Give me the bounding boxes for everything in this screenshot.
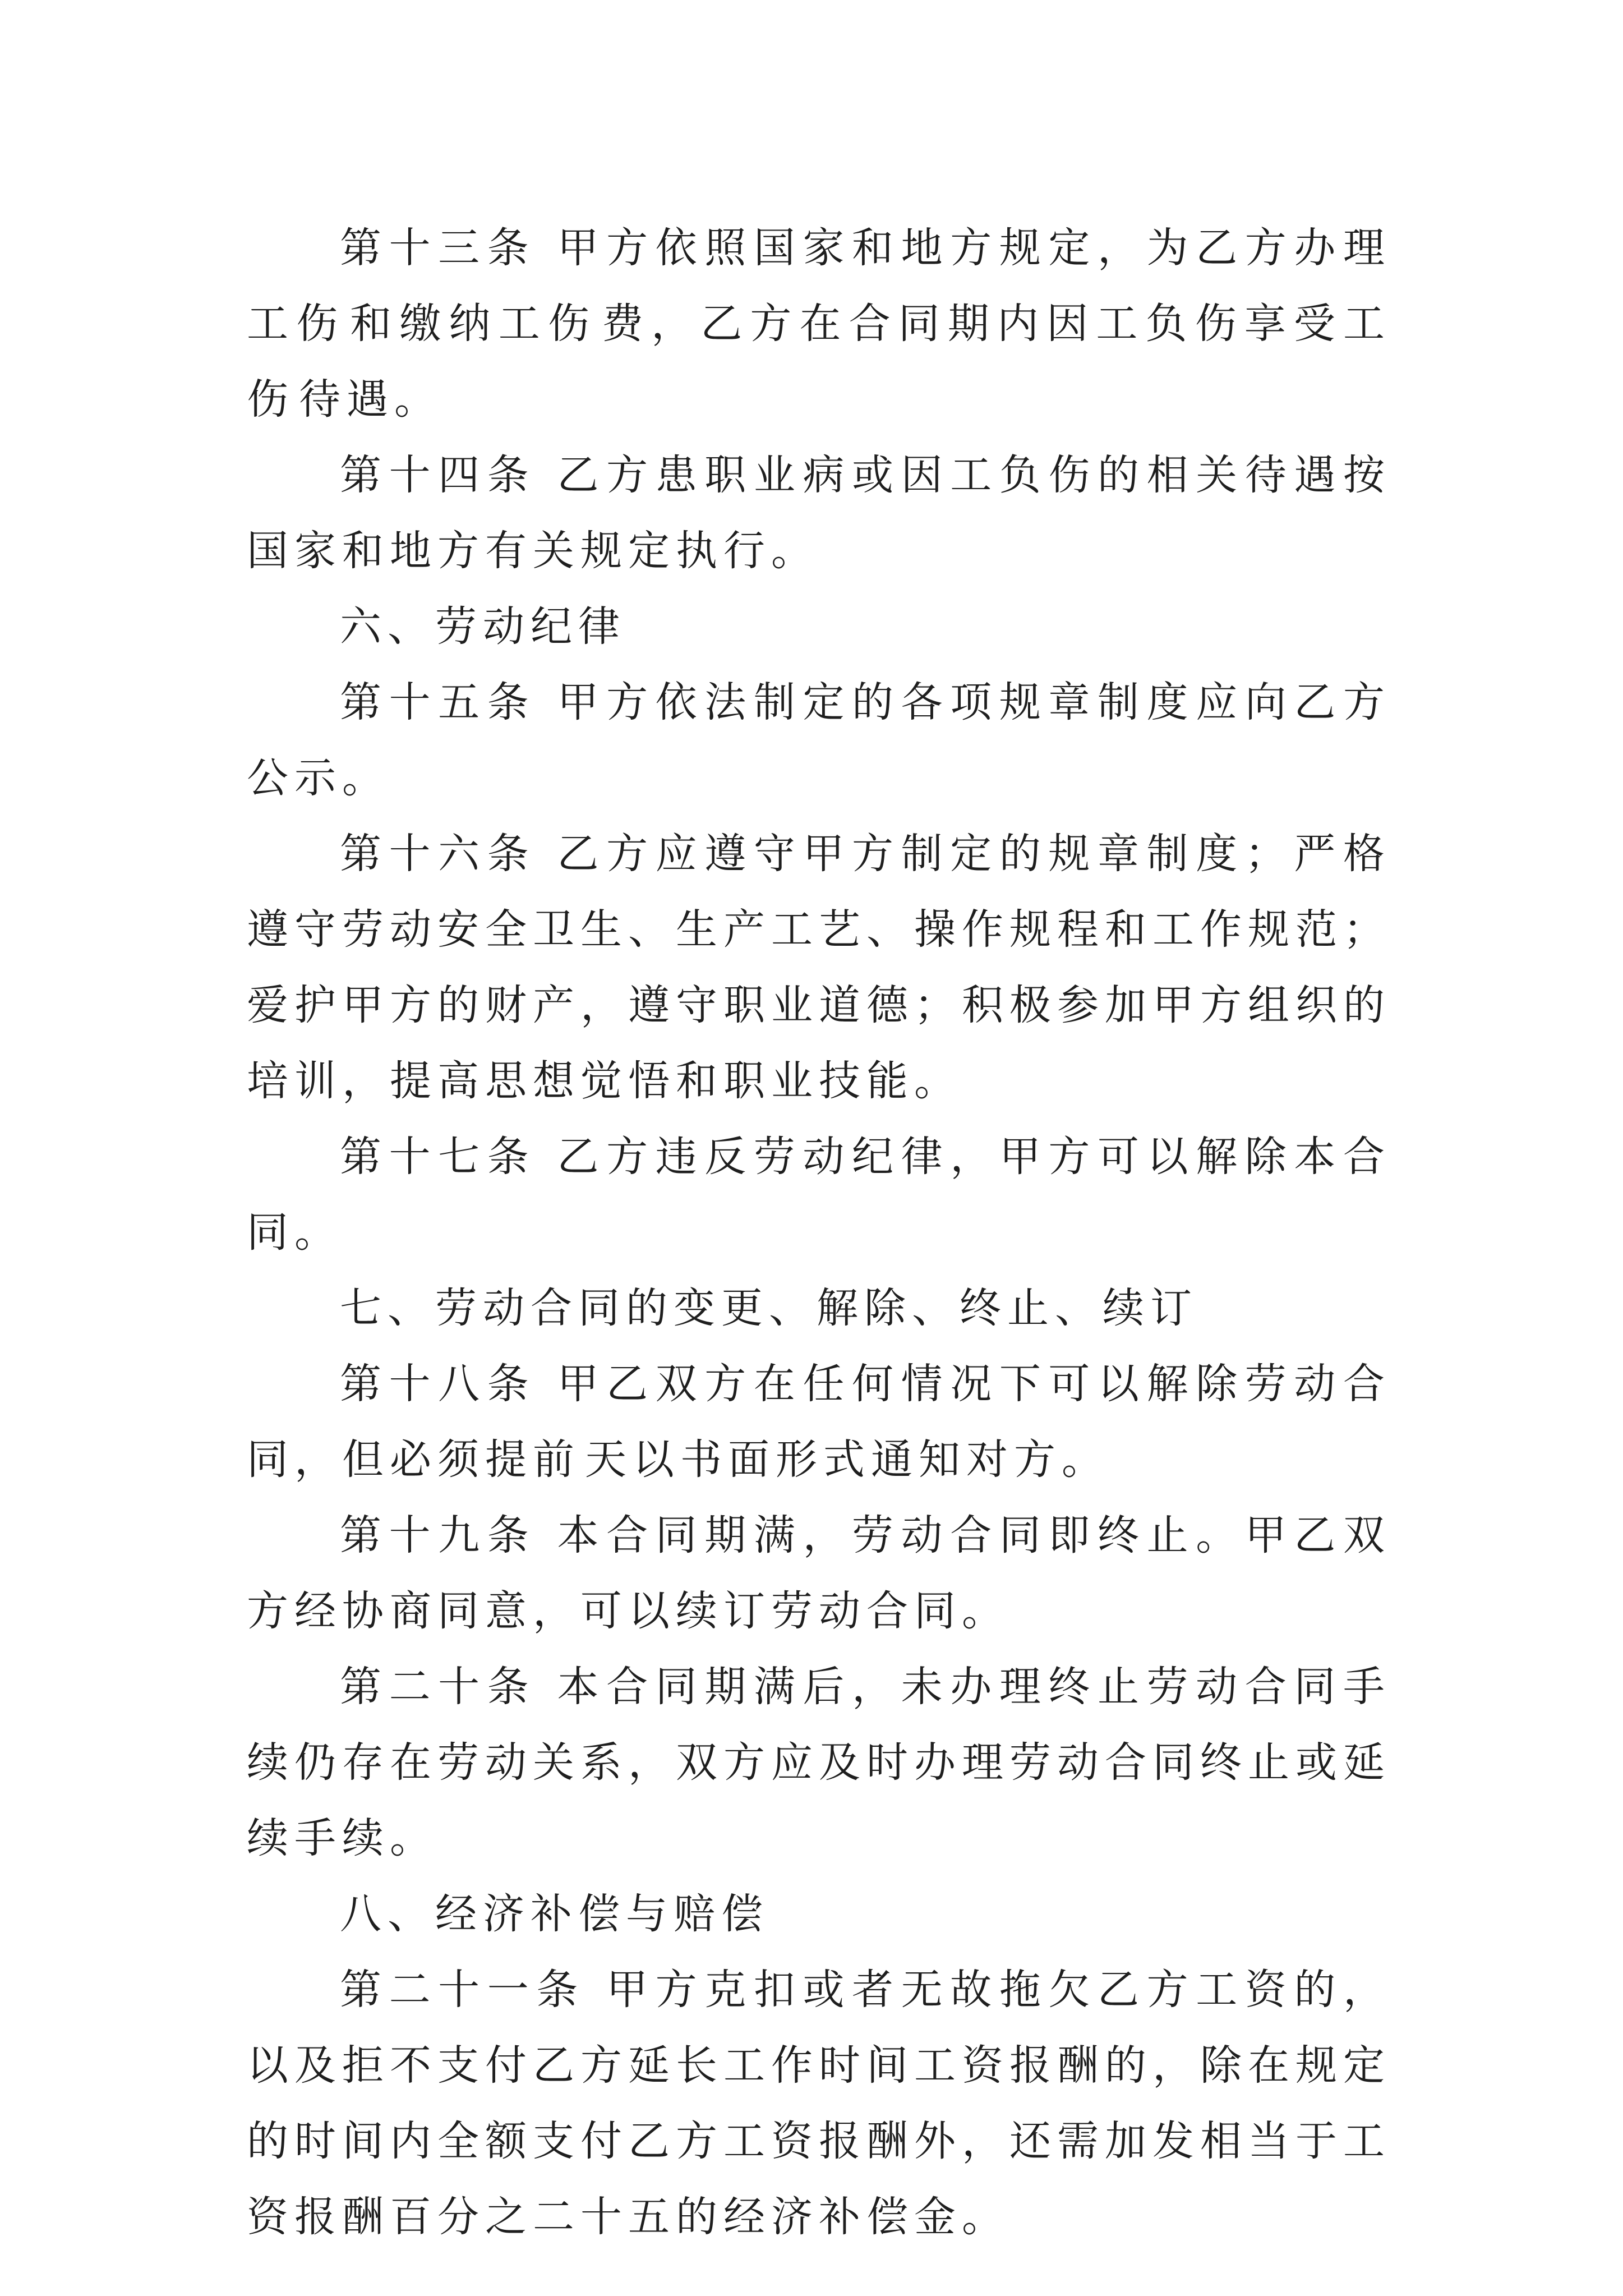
article-17: 第十七条 乙方违反劳动纪律，甲方可以解除本合同。 xyxy=(247,1133,1391,1257)
document-body xyxy=(247,210,1391,2255)
article-14: 第十四条 乙方患职业病或因工负伤的相关待遇按国家和地方有关规定执行。 xyxy=(247,451,1391,575)
article-13-text-c: 费，乙方在合同期内因工负伤享受工伤 xyxy=(247,300,1391,424)
article-13 xyxy=(247,210,1391,438)
article-18-text-a: 第十八条 甲乙双方在任何情况下可以解除劳动合同，但必须提前 xyxy=(247,1360,1391,1484)
section-heading-6: 六、劳动纪律 xyxy=(340,602,626,651)
article-13-text-a: 第十三条 甲方依照国家和地方规定，为乙方办理工伤 xyxy=(247,224,1391,348)
article-13-text-b: 和缴纳工伤 xyxy=(350,300,597,348)
article-18-text-b: 天以书面形式通知对方。 xyxy=(585,1435,1109,1484)
section-heading-7: 七、劳动合同的变更、解除、终止、续订 xyxy=(340,1284,1198,1332)
article-18 xyxy=(247,1346,1391,1498)
article-15: 第十五条 甲方依法制定的各项规章制度应向乙方公示。 xyxy=(247,678,1391,802)
article-16: 第十六条 乙方应遵守甲方制定的规章制度；严格遵守劳动安全卫生、生产工艺、操作规程和工作规范；爱护甲方的财产，遵守职业道德；积极参加甲方组织的培训，提高思想觉悟和职业技能。 xyxy=(247,830,1391,1105)
article-20: 第二十条 本合同期满后，未办理终止劳动合同手续仍存在劳动关系，双方应及时办理劳动合同终止或延续手续。 xyxy=(247,1663,1391,1862)
article-21: 第二十一条 甲方克扣或者无故拖欠乙方工资的，以及拒不支付乙方延长工作时间工资报酬的，除在规定的时间内全额支付乙方工资报酬外，还需加发相当于工资报酬百分之二十五的经济补偿金。 xyxy=(247,1966,1391,2241)
article-19: 第十九条 本合同期满，劳动合同即终止。甲乙双方经协商同意，可以续订劳动合同。 xyxy=(247,1511,1391,1635)
section-heading-8: 八、经济补偿与赔偿 xyxy=(340,1890,769,1938)
article-13-text-d: 待遇。 xyxy=(299,375,442,424)
